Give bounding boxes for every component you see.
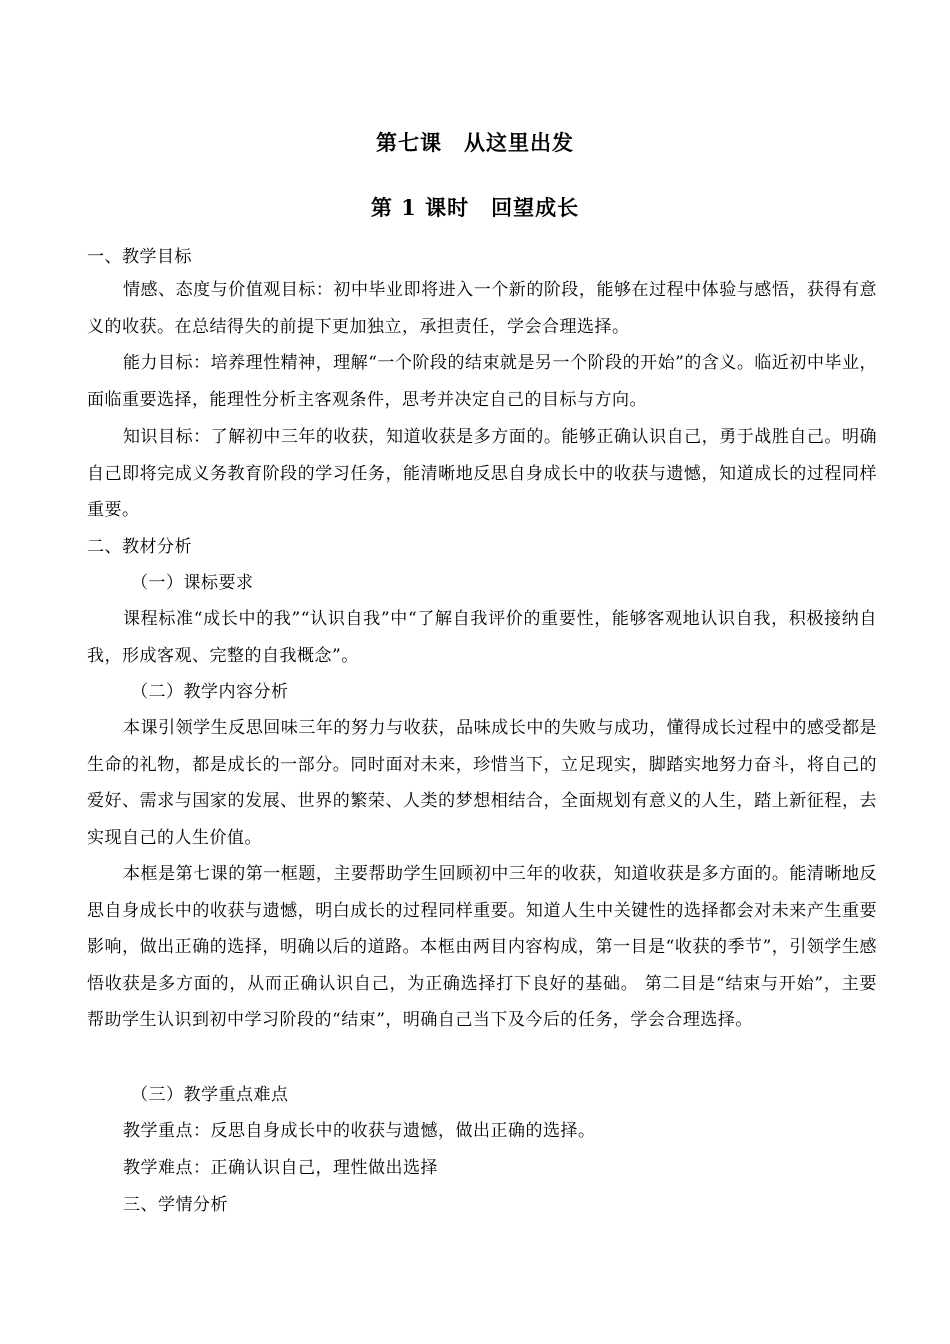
section-heading-objectives: 一、教学目标 — [87, 247, 192, 267]
lesson-subtitle: 第 1 课时 回望成长 — [370, 195, 580, 220]
paragraph-key-point: 教学重点：反思自身成长中的收获与遗憾，做出正确的选择。 — [123, 1121, 596, 1141]
section-heading-student-analysis: 三、学情分析 — [123, 1195, 228, 1215]
subheading-content-analysis: （二）教学内容分析 — [131, 682, 289, 702]
paragraph-knowledge-goal: 知识目标：了解初中三年的收获，知道收获是多方面的。能够正确认识自己，勇于战胜自己。明确自己即将完成义务教育阶段的学习任务，能清晰地反思自身成长中的收获与遗憾，知道成长的过程同样重要。 — [87, 427, 877, 520]
subheading-key-points: （三）教学重点难点 — [131, 1085, 289, 1105]
paragraph-difficulty: 教学难点：正确认识自己，理性做出选择 — [123, 1158, 438, 1178]
paragraph-content-analysis: 本课引领学生反思回味三年的努力与收获，品味成长中的失败与成功，懂得成长过程中的感受都是生命的礼物，都是成长的一部分。同时面对未来，珍惜当下，立足现实，脚踏实地努力奋斗，将自己的爱好、需求与国家的发展、世界的繁荣、人类的梦想相结合，全面规划有意义的人生，踏上新征程，去实现自己的人生价值。 — [87, 718, 877, 848]
subheading-standards: （一）课标要求 — [131, 573, 254, 593]
paragraph-unit-description: 本框是第七课的第一框题，主要帮助学生回顾初中三年的收获，知道收获是多方面的。能清晰地反思自身成长中的收获与遗憾，明白成长的过程同样重要。知道人生中关键性的选择都会对未来产生重要影响，做出正确的选择，明确以后的道路。本框由两目内容构成，第一目是“收获的季节”，引领学生感悟收获是多方面的，从而正确认识自己，为正确选择打下良好的基础。 第二目是“结束与开始”，主要帮助学生认识到初中学习阶段的“结束”，明确自己当下及今后的任务，学会合理选择。 — [87, 864, 877, 1030]
paragraph-emotion-goal: 情感、态度与价值观目标：初中毕业即将进入一个新的阶段，能够在过程中体验与感悟，获得有意义的收获。在总结得失的前提下更加独立，承担责任，学会合理选择。 — [87, 280, 877, 337]
section-heading-analysis: 二、教材分析 — [87, 537, 192, 557]
lesson-title: 第七课 从这里出发 — [376, 130, 574, 155]
paragraph-standards: 课程标准“成长中的我”“认识自我”中“了解自我评价的重要性，能够客观地认识自我，积极接纳自我，形成客观、完整的自我概念”。 — [87, 609, 877, 666]
paragraph-ability-goal: 能力目标：培养理性精神，理解“一个阶段的结束就是另一个阶段的开始”的含义。临近初中毕业，面临重要选择，能理性分析主客观条件，思考并决定自己的目标与方向。 — [87, 353, 877, 410]
